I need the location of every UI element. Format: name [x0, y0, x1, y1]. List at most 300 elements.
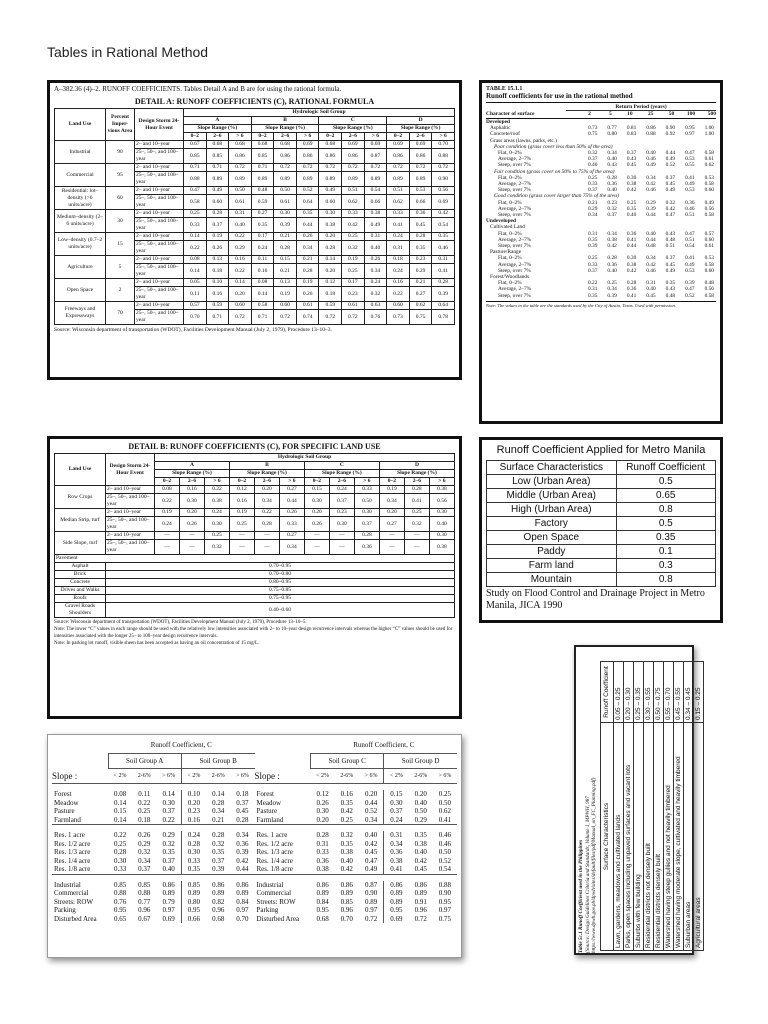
coefficient-cell: 0.69	[342, 141, 365, 149]
storm-cell: 2– and 10–year	[135, 256, 184, 264]
coefficient-cell: 0.33	[342, 210, 365, 218]
period-header: 5	[608, 111, 612, 117]
coefficient-cell: 0.12	[316, 790, 329, 798]
coefficient-cell: 0.36	[685, 199, 695, 206]
coefficient-cell: 1.00	[704, 125, 714, 132]
coefficient-cell: 0.20	[181, 799, 206, 808]
coefficient-cell: 0.33	[113, 865, 127, 873]
coefficient-cell: 0.15	[274, 256, 297, 264]
slope-range-label: Slope Range (%)	[387, 125, 455, 133]
coefficient-cell: 0.33	[181, 857, 206, 866]
slope-header: > 6	[429, 478, 454, 486]
coefficient-cell: 0.41	[404, 494, 429, 509]
coefficient-cell: 0.28	[316, 831, 329, 839]
land-use-cell: Farmland	[54, 815, 81, 824]
coefficient-cell: 0.22	[587, 280, 598, 287]
pavement-type: Roofs	[55, 595, 106, 603]
coefficient-cell: 0.41	[384, 865, 409, 874]
coefficient-cell: 0.58	[704, 292, 714, 299]
coefficient-cell: 0.44	[665, 150, 676, 157]
coefficient-cell: 0.47	[184, 187, 207, 195]
coefficient-cell: 0.68	[251, 141, 274, 149]
slope-header: > 6	[229, 133, 252, 141]
surface-cell: Steep, over 7%	[498, 292, 531, 299]
coefficient-cell: 0.46	[438, 831, 452, 839]
coefficient-cell: 0.56	[432, 187, 455, 195]
coefficient-cell: 0.28	[113, 848, 127, 856]
coefficient-cell: 0.40	[364, 241, 387, 256]
coefficient-cell: 0.97	[236, 906, 249, 914]
pavement-value: 0.75–0.85	[106, 587, 455, 595]
coefficient-cell: 0.19	[206, 233, 229, 241]
col-percent: Percent Imper-vious Area	[106, 109, 135, 141]
coefficient-cell: 0.34	[607, 230, 617, 237]
pavement-row	[55, 603, 455, 618]
coefficient-cell: 0.89	[319, 172, 342, 187]
coefficient-cell: 0.5	[616, 517, 715, 531]
soil-group-a: A	[155, 462, 230, 470]
coefficient-cell: 0.89	[181, 889, 206, 898]
coefficient-cell: 0.72	[229, 164, 252, 172]
coefficient-cell: 0.32	[138, 848, 151, 856]
table-row	[613, 662, 623, 951]
table-row	[255, 857, 458, 866]
soil-group-d: D	[379, 462, 454, 470]
coefficient-cell: 0.60	[319, 195, 342, 210]
coefficient-cell: 0.88	[432, 149, 455, 164]
coefficient-cell: 0.89	[296, 172, 319, 187]
coefficient-cell: 0.85	[181, 881, 206, 890]
coefficient-cell: 0.96	[414, 906, 427, 914]
coefficient-cell: 0.41	[685, 174, 695, 181]
land-use-cell: Row Crops	[55, 486, 106, 509]
coefficient-cell: 0.22	[229, 264, 252, 279]
coefficient-cell: 0.56	[429, 494, 454, 509]
coefficient-cell: 0.45	[364, 848, 378, 856]
storm-cell: 2– and 10–year	[135, 141, 184, 149]
coefficient-cell: 0.40	[626, 212, 637, 219]
slope-label: Slope :	[255, 769, 311, 784]
table-row	[55, 494, 455, 509]
coefficient-cell: 0.42	[340, 865, 353, 873]
slope-header: 2–6	[404, 478, 429, 486]
coefficient-cell: 0.72	[364, 914, 378, 923]
coefficient-cell: 0.71	[184, 164, 207, 172]
coefficient-cell: 0.49	[704, 199, 714, 206]
table-row	[55, 279, 455, 287]
land-use-cell: Medium–density (2–6 units/acre)	[55, 210, 106, 233]
coefficient-cell: 0.97	[685, 131, 695, 138]
slope-header: 0–2	[304, 478, 329, 486]
coefficient-cell: 0.35	[616, 531, 715, 545]
coefficient-cell: 0.31	[384, 831, 409, 840]
coefficient-cell: 0.97	[162, 906, 175, 914]
table-row	[55, 256, 455, 264]
surface-cell: Steep, over 7%	[498, 243, 531, 250]
coefficient-cell: 0.19	[296, 279, 319, 287]
storm-cell: 25–, 50–, and 100–year	[135, 195, 184, 210]
coefficient-cell: 0.44	[646, 236, 656, 243]
coefficient-cell: 0.32	[364, 287, 387, 302]
coefficient-cell: 0.72	[274, 310, 297, 325]
percent-cell: 30	[106, 210, 135, 233]
coefficient-cell: 0.18	[236, 790, 249, 798]
coefficient-cell: 0.37	[587, 156, 598, 163]
slope-range-label: Slope Range (%)	[184, 125, 252, 133]
coefficient-cell: 0.38	[340, 848, 353, 856]
table-row	[52, 848, 255, 857]
coefficient-cell: 0.81	[626, 125, 637, 132]
coefficient-cell: 0.26	[206, 241, 229, 256]
slope-header: 0–2	[319, 133, 342, 141]
coefficient-cell: —	[155, 532, 180, 540]
coefficient-cell: 0.65	[113, 914, 127, 923]
land-use-cell: Meadow	[256, 798, 281, 807]
coefficient-cell: 0.60	[704, 187, 714, 194]
surface-cell: Steep, over 7%	[498, 162, 531, 169]
coefficient-cell: 0.50 – 0.75	[653, 662, 663, 723]
surface-cell: Steep, over 7%	[498, 267, 531, 274]
coefficient-cell: 0.38	[429, 540, 454, 555]
coefficient-cell: 0.32	[587, 150, 598, 157]
storm-cell: 25–, 50–, and 100–year	[135, 149, 184, 164]
surface-cell: Poor condition (grass cover less than 50% of the area)	[494, 143, 613, 150]
coefficient-cell: 0.31	[646, 280, 656, 287]
coefficient-cell: 0.72	[364, 164, 387, 172]
coefficient-cell: 0.72	[274, 164, 297, 172]
coefficient-cell: 0.66	[364, 195, 387, 210]
coefficient-cell: —	[379, 532, 404, 540]
slope-header: 2–6	[329, 478, 354, 486]
ph-caption-2: (Source: Design Guidelines Criteria and Standards, Volume 1, MPWH, 987	[584, 796, 591, 953]
surface-cell: Watershed having steep gullies and not heavily timbered	[663, 723, 673, 951]
coefficient-cell: 0.36	[384, 848, 409, 857]
coefficient-cell: 0.45	[236, 807, 249, 815]
slope-header: 0–2	[155, 478, 180, 486]
land-use-cell: Forest	[256, 790, 274, 798]
coefficient-cell: 0.54	[438, 865, 452, 873]
coefficient-cell: 0.15	[304, 486, 329, 494]
coefficient-cell: 0.20	[304, 509, 329, 517]
pavement-value: 0.80–0.95	[106, 579, 455, 587]
table-row	[52, 898, 255, 907]
coefficient-cell: 0.26	[138, 831, 151, 839]
coefficient-cell: 0.84	[236, 897, 249, 906]
coefficient-cell: 0.74	[296, 310, 319, 325]
coefficient-cell: 0.64	[432, 302, 455, 310]
slope-header: 2–6	[254, 478, 279, 486]
coefficient-cell: 0.89	[414, 889, 427, 897]
table-row	[255, 790, 458, 799]
coefficient-cell: 0.86	[229, 149, 252, 164]
coefficient-cell: 0.33	[184, 218, 207, 233]
coefficient-cell: 0.25	[138, 807, 151, 815]
land-use-cell: Commercial	[55, 164, 106, 187]
coefficient-cell: 0.36	[607, 261, 617, 268]
coefficient-cell: 0.40	[414, 798, 427, 807]
surface-cell: Open Space	[487, 531, 617, 545]
coefficient-cell: 0.53	[409, 187, 432, 195]
coefficient-cell: 0.46	[646, 187, 656, 194]
coefficient-cell: 0.30	[354, 509, 379, 517]
coefficient-cell: 0.31	[387, 241, 410, 256]
coefficient-cell: 0.20	[316, 815, 329, 824]
coefficient-cell: 0.33	[279, 517, 304, 532]
land-use-cell: Open Space	[55, 279, 106, 302]
coefficient-cell: 0.25	[438, 790, 452, 798]
coefficient-cell: 0.51	[685, 236, 695, 243]
land-use-cell: Res. 1/8 acre	[54, 865, 91, 873]
coefficient-cell: 0.71	[206, 310, 229, 325]
coefficient-cell: —	[229, 532, 254, 540]
table-row	[487, 517, 716, 531]
col-runoff: Runoff Coefficient	[616, 461, 715, 475]
coefficient-cell: 0.05	[184, 279, 207, 287]
table-row	[255, 831, 458, 840]
coefficient-cell: 0.52	[364, 807, 378, 815]
coefficient-cell: 0.47	[364, 856, 378, 865]
slope-header: < 2%	[181, 769, 206, 784]
coefficient-cell: 0.44	[364, 798, 378, 807]
coefficient-cell: 0.42	[665, 205, 676, 212]
coefficient-cell: 0.85	[251, 149, 274, 164]
coefficient-cell: 0.35	[251, 218, 274, 233]
land-use-cell: Farmland	[256, 815, 284, 824]
surface-cell: Parks, open spaces including unpaved surfaces and vacant lots	[623, 723, 633, 951]
coefficient-cell: 0.37	[162, 807, 175, 815]
coefficient-cell: 0.37	[138, 865, 151, 873]
coefficient-cell: 0.44	[236, 865, 249, 873]
coefficient-cell: 0.32	[162, 839, 175, 848]
coefficient-cell: 0.24	[364, 279, 387, 287]
land-use-cell: Forest	[54, 790, 72, 798]
pavement-type: Asphalt	[55, 563, 106, 571]
coefficient-cell: 0.69	[409, 141, 432, 149]
land-use-cell: Res. 1/2 acre	[256, 839, 293, 848]
coefficient-cell: 0.54	[364, 187, 387, 195]
coefficient-cell: 0.12	[319, 279, 342, 287]
coefficient-cell: 0.20	[179, 509, 204, 517]
table-note: Note: The values in the table are the standards used by the City of Austin, Texas. Used with permission.	[486, 301, 716, 308]
coefficient-cell: 0.38	[626, 261, 637, 268]
table-row	[55, 509, 455, 517]
coefficient-cell: 0.15 – 0.25	[693, 662, 703, 723]
coefficient-cell: 0.72	[342, 310, 365, 325]
coefficient-cell: 0.78	[432, 310, 455, 325]
coefficient-cell: 0.75	[409, 310, 432, 325]
coefficient-cell: 0.71	[251, 164, 274, 172]
soil-group-header: Soil Group A	[108, 753, 181, 769]
coefficient-cell: 0.29	[646, 199, 656, 206]
surface-cell: Mountain	[487, 573, 617, 587]
col-storm: Design Storm 24-Hour Event	[106, 454, 155, 486]
detail-a-source: Source: Wisconsin department of transportation (WDOT), Facilities Development Manual (July 2, 1979), Procedure 13–10–3.	[54, 327, 332, 333]
coefficient-cell: 0.42	[414, 856, 427, 865]
coefficient-cell: 0.65	[616, 489, 715, 503]
soil-table	[255, 738, 458, 923]
coefficient-cell: 0.42	[646, 181, 656, 188]
coefficient-cell: 0.25	[229, 517, 254, 532]
coefficient-cell: 0.27	[251, 210, 274, 218]
coefficient-cell: 0.30	[626, 174, 637, 181]
coefficient-cell: 0.52	[438, 856, 452, 865]
coefficient-cell: 0.36	[607, 181, 617, 188]
coefficient-cell: 0.39	[212, 865, 225, 873]
coefficient-cell: 0.36	[409, 210, 432, 218]
coefficient-cell: 0.89	[316, 889, 329, 897]
coefficient-cell: 0.34	[296, 241, 319, 256]
pavement-type: Drives and Walks	[55, 587, 106, 595]
surface-cell: Flat, 0–2%	[498, 280, 522, 287]
detail-a-title: DETAIL A: RUNOFF COEFFICIENTS (C), RATIONAL FORMULA	[134, 97, 375, 106]
coefficient-cell: 0.89	[384, 889, 409, 898]
coefficient-cell: 0.38	[319, 218, 342, 233]
coefficient-cell: 0.30 – 0.55	[643, 662, 653, 723]
coefficient-cell: 0.70	[236, 914, 249, 923]
surface-cell: Average, 2–7%	[498, 236, 532, 243]
coefficient-cell: 0.19	[155, 509, 180, 517]
coefficient-cell: 0.44	[646, 212, 656, 219]
coefficient-cell: 0.32	[212, 839, 225, 848]
coefficient-cell: 0.87	[364, 880, 378, 889]
coefficient-cell: 0.33	[354, 486, 379, 494]
coefficient-cell: 0.88	[138, 889, 151, 897]
percent-cell: 70	[106, 302, 135, 325]
coefficient-cell: 0.66	[181, 915, 206, 924]
coefficient-cell: 0.44	[279, 494, 304, 509]
coefficient-cell: 0.41	[387, 218, 410, 233]
blank-cell	[255, 753, 311, 769]
land-use-cell: Meadow	[54, 798, 79, 807]
coefficient-cell: 0.36	[626, 230, 637, 237]
coefficient-cell: 0.34	[607, 286, 617, 293]
pavement-row	[55, 563, 455, 571]
coefficient-cell: 0.36	[626, 286, 637, 293]
surface-cell: Grass areas (lawns, parks, etc.)	[490, 137, 557, 144]
coefficient-cell: 0.72	[432, 164, 455, 172]
coefficient-cell: 0.28	[432, 279, 455, 287]
coefficient-cell: 0.34	[646, 174, 656, 181]
coefficient-cell: 0.22	[138, 798, 151, 807]
coefficient-cell: 0.32	[607, 205, 617, 212]
coefficient-cell: 0.89	[274, 172, 297, 187]
coefficient-cell: 0.49	[319, 187, 342, 195]
coefficient-cell: 0.21	[274, 264, 297, 279]
coefficient-cell: 0.76	[113, 897, 127, 906]
storm-cell: 25–, 50–, and 100–year	[135, 264, 184, 279]
storm-cell: 25–, 50–, and 100–year	[135, 172, 184, 187]
coefficient-cell: 0.34	[279, 540, 304, 555]
slope-range-label: Slope Range (%)	[251, 125, 319, 133]
coefficient-cell: 0.30	[274, 210, 297, 218]
soil-group-c: C	[319, 117, 387, 125]
table-row	[487, 531, 716, 545]
col-surface: Surface Characteristics	[487, 461, 617, 475]
coefficient-cell: 0.75	[587, 131, 598, 138]
coefficient-cell: 0.21	[212, 815, 225, 824]
coefficient-cell: 0.86	[384, 881, 409, 890]
coefficient-cell: 0.49	[364, 865, 378, 873]
coefficient-cell: 0.16	[206, 287, 229, 302]
coefficient-cell: 0.52	[296, 187, 319, 195]
coefficient-cell: 0.40	[646, 230, 656, 237]
coefficient-cell: 0.60	[206, 195, 229, 210]
coefficient-cell: 0.95	[113, 906, 127, 914]
table-row	[255, 906, 458, 915]
slope-header: > 6	[279, 478, 304, 486]
coefficient-cell: 0.16	[179, 486, 204, 494]
coefficient-cell: 0.23	[342, 287, 365, 302]
coefficient-cell: 0.24	[387, 264, 410, 279]
coefficient-cell: 0.39	[587, 243, 598, 250]
coefficient-cell: 0.42	[364, 839, 378, 848]
coefficient-cell: 0.11	[251, 256, 274, 264]
coefficient-cell: 0.50	[438, 848, 452, 856]
slope-header: > 6	[364, 133, 387, 141]
pavement-header-row	[55, 555, 455, 563]
coefficient-cell: 0.49	[646, 162, 656, 169]
coefficient-cell: 0.30	[429, 532, 454, 540]
storm-cell: 25–, 50–, and 100–year	[135, 241, 184, 256]
coefficient-cell: 0.30	[181, 848, 206, 857]
coefficient-cell: 0.37	[587, 187, 598, 194]
coefficient-cell: 0.51	[387, 187, 410, 195]
group-row	[52, 753, 255, 769]
coefficient-cell: 0.72	[319, 164, 342, 172]
surface-cell: Middle (Urban Area)	[487, 489, 617, 503]
table-row	[52, 831, 255, 840]
coefficient-cell: 0.39	[236, 848, 249, 856]
coefficient-cell: 0.26	[296, 287, 319, 302]
coefficient-cell: 0.86	[274, 149, 297, 164]
coefficient-cell: 0.35	[587, 292, 598, 299]
coefficient-cell: 0.48	[665, 292, 676, 299]
coefficient-cell: 0.40	[414, 848, 427, 856]
table-row	[663, 662, 673, 951]
land-use-cell: Res. 1/3 acre	[256, 848, 293, 856]
slope-header: < 2%	[311, 769, 335, 784]
coefficient-cell: 0.68	[274, 141, 297, 149]
soil-table-title: Runoff Coefficient, C	[311, 738, 458, 753]
coefficient-cell: 0.28	[296, 264, 319, 279]
coefficient-cell: 0.15	[384, 790, 409, 799]
soil-table	[52, 738, 255, 923]
coefficient-cell: 0.32	[404, 517, 429, 532]
coefficient-cell: 0.61	[229, 195, 252, 210]
coefficient-cell: 0.49	[665, 187, 676, 194]
slope-header: > 6	[204, 478, 229, 486]
coefficient-cell: 0.46	[646, 267, 656, 274]
storm-cell: 2– and 10–year	[135, 279, 184, 287]
coefficient-cell: 0.89	[364, 897, 378, 906]
coefficient-cell: 0.25	[607, 280, 617, 287]
slope-header: 2-6%	[206, 769, 230, 784]
storm-cell: 2– and 10–year	[106, 532, 155, 540]
col-character: Character of surface	[486, 111, 535, 117]
blank-cell	[52, 738, 108, 753]
coefficient-cell: 0.41	[438, 815, 452, 824]
table-row	[255, 865, 458, 874]
land-use-cell: Res. 1/4 acre	[256, 856, 293, 865]
coefficient-cell: 0.80	[181, 898, 206, 907]
coefficient-cell: 0.28	[607, 174, 617, 181]
coefficient-cell: 0.59	[319, 302, 342, 310]
coefficient-cell: 0.61	[704, 243, 714, 250]
slope-header: > 6	[354, 478, 379, 486]
storm-cell: 2– and 10–year	[135, 164, 184, 172]
coefficient-cell: 0.22	[113, 831, 127, 839]
coefficient-cell: 0.45	[665, 261, 676, 268]
